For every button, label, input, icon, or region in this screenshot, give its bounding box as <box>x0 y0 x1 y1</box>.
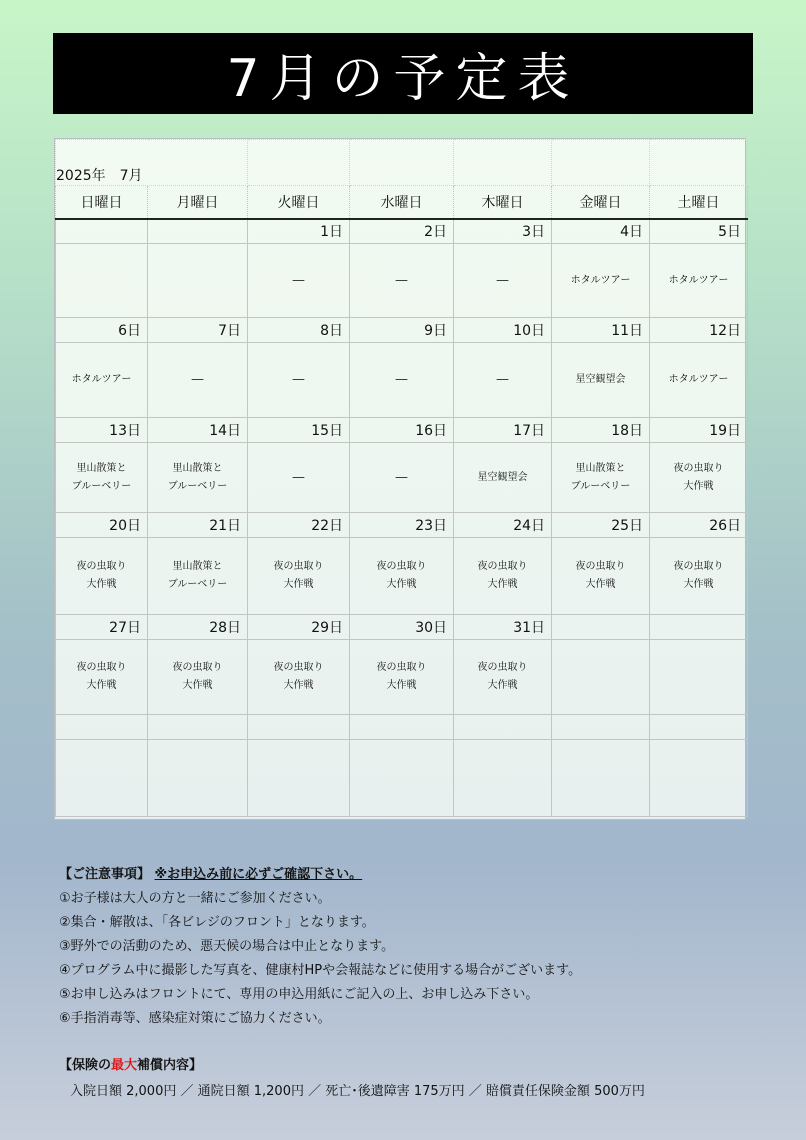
event-text: 夜の虫取り <box>376 561 427 572</box>
event-text: 夜の虫取り <box>76 662 127 673</box>
event-text: 大作戦 <box>182 680 213 691</box>
event-cell <box>148 640 248 715</box>
event-text: 里山散策と <box>172 561 223 572</box>
event-cell <box>552 343 650 418</box>
event-text: ホタルツアー <box>668 274 729 286</box>
date-cell: 14日 <box>148 418 248 443</box>
note-item: ⑥手指消毒等、感染症対策にご協力ください。 <box>59 1011 331 1026</box>
event-cell <box>56 538 148 615</box>
date-row <box>56 318 748 343</box>
date-cell <box>56 715 148 740</box>
date-cell <box>650 715 748 740</box>
calendar-table <box>55 139 748 817</box>
date-cell: 17日 <box>454 418 552 443</box>
notes-heading <box>59 863 759 887</box>
date-row <box>56 418 748 443</box>
event-row <box>56 244 748 318</box>
event-cell <box>552 640 650 715</box>
date-cell: 30日 <box>350 615 454 640</box>
date-cell: 8日 <box>248 318 350 343</box>
event-text: 大作戦 <box>386 680 417 691</box>
event-text: 大作戦 <box>585 579 616 590</box>
event-cell <box>350 640 454 715</box>
date-row <box>56 513 748 538</box>
event-text: 大作戦 <box>487 579 518 590</box>
event-text: 夜の虫取り <box>273 561 324 572</box>
event-text: 大作戦 <box>386 579 417 590</box>
date-cell <box>56 219 148 244</box>
event-text: 夜の虫取り <box>673 462 724 474</box>
weekday-header: 木曜日 <box>454 186 552 219</box>
notes-heading-emphasis: ※お申込み前に必ずご確認下さい。 <box>154 867 363 882</box>
event-cell <box>148 538 248 615</box>
weekday-header: 月曜日 <box>148 186 248 219</box>
calendar <box>54 138 746 820</box>
date-cell: 26日 <box>650 513 748 538</box>
event-row <box>56 740 748 817</box>
event-text: ブルーベリー <box>167 480 228 492</box>
event-cell <box>552 443 650 513</box>
event-cell <box>248 740 350 817</box>
date-cell <box>650 615 748 640</box>
date-cell <box>552 615 650 640</box>
event-cell <box>650 538 748 615</box>
date-cell: 25日 <box>552 513 650 538</box>
no-event-dash: — <box>395 469 409 485</box>
date-cell: 1日 <box>248 219 350 244</box>
event-cell <box>650 443 748 513</box>
weekday-header: 日曜日 <box>56 186 148 219</box>
event-text: ブルーベリー <box>71 480 132 492</box>
event-text: 星空観望会 <box>477 471 528 483</box>
event-text: 大作戦 <box>683 480 714 492</box>
date-cell: 20日 <box>56 513 148 538</box>
insurance-body: 入院日額 2,000円 ／ 通院日額 1,200円 ／ 死亡･後遺障害 175万円 ／ 賠償責任保険金額 500万円 <box>70 1084 645 1099</box>
event-cell <box>56 740 148 817</box>
no-event-dash: — <box>496 372 510 387</box>
event-text: 里山散策と <box>76 462 127 474</box>
date-cell: 23日 <box>350 513 454 538</box>
weekday-header: 水曜日 <box>350 186 454 219</box>
event-cell <box>56 343 148 418</box>
event-cell <box>454 343 552 418</box>
event-cell <box>248 640 350 715</box>
date-cell: 31日 <box>454 615 552 640</box>
month-label: 2025年 7月 <box>56 140 248 186</box>
date-cell: 29日 <box>248 615 350 640</box>
event-text: ホタルツアー <box>668 374 729 385</box>
weekday-header: 火曜日 <box>248 186 350 219</box>
date-cell: 28日 <box>148 615 248 640</box>
date-cell: 12日 <box>650 318 748 343</box>
date-cell: 2日 <box>350 219 454 244</box>
event-cell <box>454 244 552 318</box>
weekday-header: 土曜日 <box>650 186 748 219</box>
event-text: 夜の虫取り <box>273 662 324 673</box>
event-text: 大作戦 <box>283 680 314 691</box>
event-row <box>56 640 748 715</box>
page-title: 7月の予定表 <box>53 33 753 114</box>
no-event-dash: — <box>395 372 409 387</box>
event-cell <box>148 343 248 418</box>
event-text: ブルーベリー <box>570 480 631 492</box>
insurance-heading-a: 【保険の <box>59 1058 112 1073</box>
date-cell: 3日 <box>454 219 552 244</box>
event-cell <box>248 538 350 615</box>
insurance-section <box>59 1053 779 1105</box>
note-item: ⑤お申し込みはフロントにて、専用の申込用紙にご記入の上、お申し込み下さい。 <box>59 987 539 1002</box>
date-cell <box>350 715 454 740</box>
event-text: 夜の虫取り <box>76 561 127 572</box>
event-cell <box>56 244 148 318</box>
date-cell: 21日 <box>148 513 248 538</box>
notes-section <box>59 863 759 1031</box>
no-event-dash: — <box>292 469 306 485</box>
event-cell <box>350 538 454 615</box>
event-text: 夜の虫取り <box>477 561 528 572</box>
event-cell <box>56 640 148 715</box>
event-cell <box>350 740 454 817</box>
date-cell: 11日 <box>552 318 650 343</box>
insurance-heading-b: 補償内容】 <box>137 1058 203 1073</box>
event-cell <box>248 343 350 418</box>
event-text: 夜の虫取り <box>172 662 223 673</box>
event-text: 里山散策と <box>172 462 223 474</box>
date-row <box>56 715 748 740</box>
event-cell <box>454 640 552 715</box>
insurance-heading-red: 最大 <box>111 1058 138 1073</box>
notes-heading-prefix: 【ご注意事項】 <box>59 867 151 882</box>
date-cell: 5日 <box>650 219 748 244</box>
date-cell: 22日 <box>248 513 350 538</box>
date-cell <box>148 715 248 740</box>
no-event-dash: — <box>395 272 409 288</box>
note-item: ②集合・解散は、「各ビレジのフロント」となります。 <box>59 915 375 930</box>
event-cell <box>552 740 650 817</box>
no-event-dash: — <box>292 372 306 387</box>
event-text: 大作戦 <box>487 680 518 691</box>
event-cell <box>650 740 748 817</box>
date-cell: 16日 <box>350 418 454 443</box>
event-cell <box>56 443 148 513</box>
date-cell: 6日 <box>56 318 148 343</box>
note-item: ①お子様は大人の方と一緒にご参加ください。 <box>59 891 331 906</box>
date-cell: 4日 <box>552 219 650 244</box>
event-cell <box>552 244 650 318</box>
event-cell <box>248 443 350 513</box>
insurance-heading <box>59 1053 779 1079</box>
event-row <box>56 343 748 418</box>
event-cell <box>148 244 248 318</box>
event-cell <box>552 538 650 615</box>
event-text: 里山散策と <box>575 462 626 474</box>
event-text: ホタルツアー <box>570 274 631 286</box>
event-row <box>56 443 748 513</box>
event-cell <box>350 343 454 418</box>
note-item: ④プログラム中に撮影した写真を、健康村HPや会報誌などに使用する場合がございます。 <box>59 963 582 978</box>
event-cell <box>454 538 552 615</box>
weekday-header: 金曜日 <box>552 186 650 219</box>
event-cell <box>454 740 552 817</box>
event-cell <box>148 443 248 513</box>
event-row <box>56 538 748 615</box>
event-cell <box>650 640 748 715</box>
date-cell: 15日 <box>248 418 350 443</box>
event-text: 夜の虫取り <box>477 662 528 673</box>
date-cell: 27日 <box>56 615 148 640</box>
date-cell <box>248 715 350 740</box>
date-cell: 7日 <box>148 318 248 343</box>
date-cell <box>454 715 552 740</box>
event-cell <box>454 443 552 513</box>
event-text: 夜の虫取り <box>575 561 626 572</box>
note-item: ③野外での活動のため、悪天候の場合は中止となります。 <box>59 939 395 954</box>
date-cell: 19日 <box>650 418 748 443</box>
event-cell <box>350 443 454 513</box>
date-cell: 18日 <box>552 418 650 443</box>
event-text: 星空観望会 <box>575 374 626 385</box>
no-event-dash: — <box>191 372 204 387</box>
event-text: 夜の虫取り <box>376 662 427 673</box>
event-cell <box>248 244 350 318</box>
event-text: ブルーベリー <box>167 579 228 590</box>
event-text: 夜の虫取り <box>673 561 724 572</box>
event-text: 大作戦 <box>86 680 117 691</box>
event-text: 大作戦 <box>683 579 714 590</box>
date-cell <box>552 715 650 740</box>
date-cell: 13日 <box>56 418 148 443</box>
date-row <box>56 615 748 640</box>
event-cell <box>148 740 248 817</box>
date-cell: 24日 <box>454 513 552 538</box>
date-row <box>56 219 748 244</box>
event-cell <box>350 244 454 318</box>
no-event-dash: — <box>496 272 510 288</box>
event-text: 大作戦 <box>86 579 117 590</box>
event-text: 大作戦 <box>283 579 314 590</box>
date-cell <box>148 219 248 244</box>
date-cell: 9日 <box>350 318 454 343</box>
event-text: ホタルツアー <box>71 374 132 385</box>
event-cell <box>650 343 748 418</box>
event-cell <box>650 244 748 318</box>
date-cell: 10日 <box>454 318 552 343</box>
no-event-dash: — <box>292 272 306 288</box>
